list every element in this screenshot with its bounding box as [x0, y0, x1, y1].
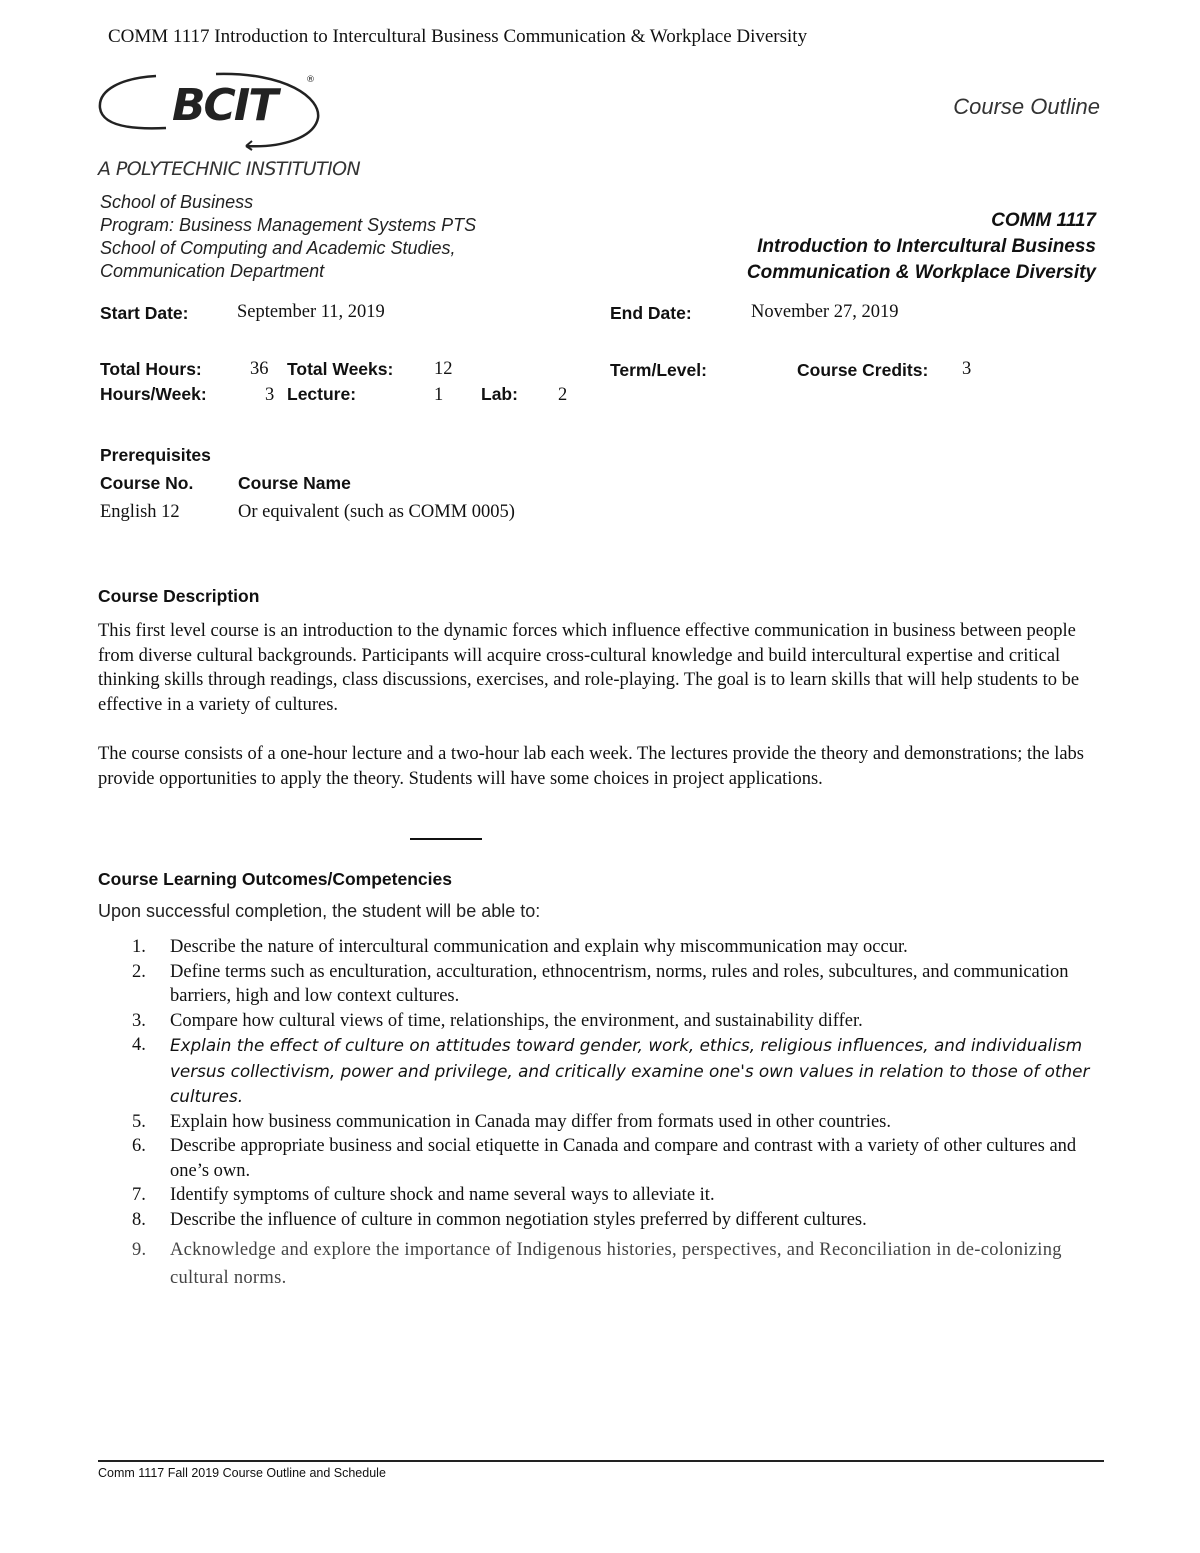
item-number: 9.	[132, 1240, 147, 1260]
course-title: Communication & Workplace Diversity	[746, 262, 1096, 283]
total-weeks-value: 12	[434, 359, 453, 379]
item-number: 2.	[132, 961, 146, 982]
list-item	[98, 935, 1098, 960]
list-item	[98, 1110, 1098, 1135]
prereq-course-name: Or equivalent (such as COMM 0005)	[238, 502, 515, 522]
prereq-course-no: English 12	[100, 502, 180, 522]
item-number: 7.	[132, 1185, 146, 1205]
item-text: Acknowledge and explore the importance of Indigenous histories, perspectives, and Reconciliation in de-colonizing cultural norms.	[170, 1240, 1062, 1288]
item-number: 4.	[132, 1035, 146, 1055]
start-date-label: Start Date:	[100, 303, 189, 323]
course-description-paragraph: The course consists of a one-hour lecture and a two-hour lab each week. The lectures provide the theory and demonstrations; the labs provide opportunities to apply the theory. Students will have some choices in project applications.	[98, 744, 1084, 789]
section-divider	[410, 838, 482, 840]
course-title: Introduction to Intercultural Business	[757, 236, 1096, 257]
prerequisites-heading: Prerequisites	[100, 445, 211, 465]
item-number: 3.	[132, 1010, 146, 1031]
item-number: 5.	[132, 1111, 146, 1132]
item-text: Describe the nature of intercultural communication and explain why miscommunication may occur.	[170, 937, 908, 957]
document-type-label: Course Outline	[953, 94, 1100, 119]
lecture-label: Lecture:	[287, 384, 357, 404]
logo-tagline: A POLYTECHNIC INSTITUTION	[98, 158, 361, 180]
course-credits-label: Course Credits:	[797, 360, 929, 380]
course-description-heading: Course Description	[98, 586, 260, 606]
lab-value: 2	[558, 385, 568, 405]
bcit-logo	[96, 68, 386, 183]
school-line: School of Computing and Academic Studies,	[100, 238, 456, 258]
footer-divider	[98, 1460, 1104, 1462]
department-line: Communication Department	[100, 261, 325, 281]
prereq-col-course-name: Course Name	[238, 473, 351, 493]
outcomes-list	[98, 935, 1098, 1292]
hours-week-label: Hours/Week:	[100, 384, 207, 404]
list-item	[98, 1009, 1098, 1034]
total-hours-value: 36	[250, 359, 269, 379]
total-hours-label: Total Hours:	[100, 359, 202, 379]
course-code: COMM 1117	[991, 210, 1096, 231]
end-date-value: November 27, 2019	[751, 302, 899, 322]
item-number: 1.	[132, 937, 146, 957]
start-date-value: September 11, 2019	[237, 302, 385, 322]
prereq-col-course-no: Course No.	[100, 473, 194, 493]
item-text: Compare how cultural views of time, relationships, the environment, and sustainability differ.	[170, 1010, 863, 1031]
list-item	[98, 1183, 1098, 1208]
item-text: Describe the influence of culture in common negotiation styles preferred by different cultures.	[170, 1209, 867, 1230]
list-item	[98, 1208, 1098, 1233]
hours-week-value: 3	[265, 385, 275, 405]
list-item	[98, 960, 1098, 1009]
school-line: School of Business	[100, 192, 254, 212]
list-item	[98, 1033, 1098, 1110]
item-text: Describe appropriate business and social etiquette in Canada and compare and contrast with a variety of other cultures and one’s own.	[170, 1136, 1077, 1181]
list-item	[98, 1236, 1098, 1292]
svg-text:®: ®	[306, 75, 315, 85]
page-footer: Comm 1117 Fall 2019 Course Outline and Schedule	[98, 1466, 386, 1480]
item-text: Explain how business communication in Canada may differ from formats used in other countries.	[170, 1111, 891, 1132]
school-info	[100, 191, 476, 283]
list-item	[98, 1134, 1098, 1183]
course-title-block	[747, 208, 1096, 286]
logo-wordmark: BCIT	[172, 80, 277, 131]
total-weeks-label: Total Weeks:	[287, 359, 394, 379]
course-credits-value: 3	[962, 359, 972, 379]
term-level-label: Term/Level:	[610, 360, 707, 380]
lab-label: Lab:	[481, 384, 518, 404]
course-description-paragraph: This first level course is an introduction to the dynamic forces which influence effective communication in business between people from diverse cultural backgrounds. Participants will acquire cross-cultural knowledge and build intercultural expertise and critical thinking skills through readings, class discussions, exercises, and role-playing. The goal is to learn skills that will help students to be effective in a variety of cultures.	[98, 621, 1080, 715]
item-number: 8.	[132, 1209, 146, 1230]
outcomes-intro: Upon successful completion, the student will be able to:	[98, 901, 541, 921]
item-number: 6.	[132, 1136, 146, 1156]
running-header: COMM 1117 Introduction to Intercultural Business Communication & Workplace Diversity	[108, 26, 808, 47]
learning-outcomes-heading: Course Learning Outcomes/Competencies	[98, 869, 452, 889]
lecture-value: 1	[434, 385, 444, 405]
end-date-label: End Date:	[610, 303, 692, 323]
item-text: Define terms such as enculturation, acculturation, ethnocentrism, norms, rules and roles, subcultures, and communication barriers, high and low context cultures.	[170, 961, 1069, 1006]
item-text: Identify symptoms of culture shock and name several ways to alleviate it.	[170, 1185, 715, 1205]
item-text: Explain the effect of culture on attitudes toward gender, work, ethics, religious influences, and individualism versus collectivism, power and privilege, and critically examine one's own values in relation to those of other cultures.	[170, 1035, 1090, 1106]
program-line: Program: Business Management Systems PTS	[100, 215, 477, 235]
